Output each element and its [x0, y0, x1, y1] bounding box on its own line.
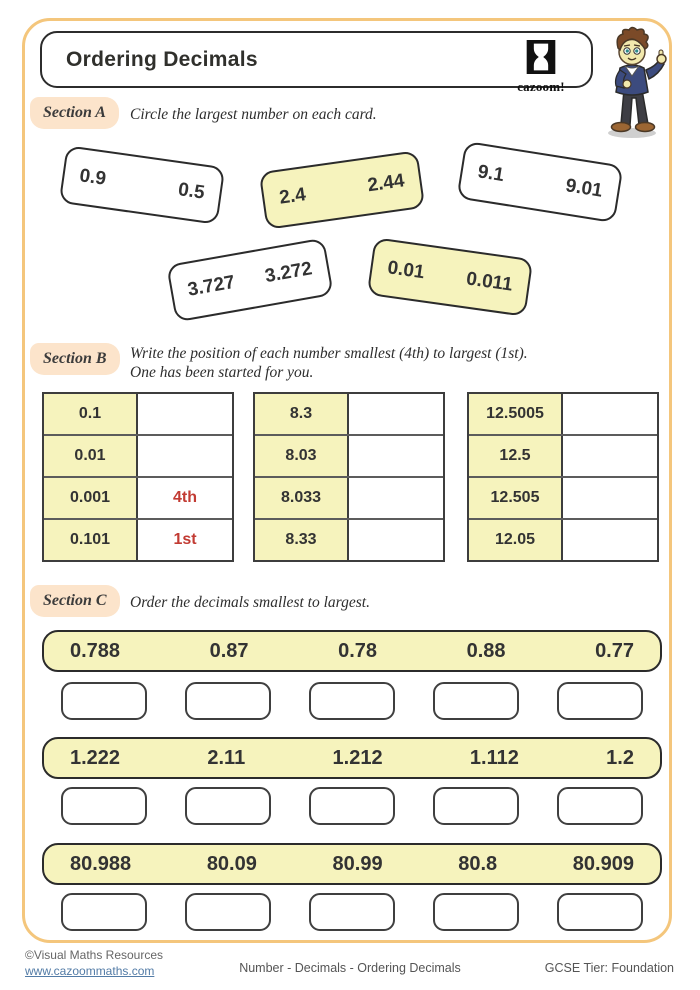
section-b-instruction-line1: Write the position of each number smallest (4th) to largest (1st).: [130, 345, 528, 362]
table-row: [469, 394, 657, 434]
decimal-strip: [42, 843, 662, 885]
answer-cell[interactable]: 1st: [173, 531, 197, 548]
strip-number: 0.78: [338, 639, 378, 662]
number-cell: 8.03: [255, 436, 349, 476]
answer-cell[interactable]: [138, 394, 232, 434]
footer-topic-text: Number - Decimals - Ordering Decimals: [239, 961, 461, 975]
answer-cell[interactable]: [349, 478, 443, 518]
section-b-label: Section B: [30, 343, 120, 375]
table-row: [44, 394, 232, 434]
number-cell: 0.001: [44, 478, 138, 518]
strip-number: 80.99: [332, 852, 383, 875]
number-cell: 12.5: [469, 436, 563, 476]
answer-box-row: [42, 787, 662, 825]
answer-cell[interactable]: [349, 394, 443, 434]
strip-number: 1.212: [332, 746, 383, 769]
footer-tier-text: GCSE Tier: Foundation: [544, 961, 674, 975]
answer-box[interactable]: [185, 893, 271, 931]
answer-box[interactable]: [309, 893, 395, 931]
strip-number: 80.988: [70, 852, 132, 875]
answer-box[interactable]: [61, 787, 147, 825]
header-box: [40, 31, 593, 94]
answer-cell[interactable]: 4th: [173, 489, 197, 506]
position-table: [42, 392, 234, 562]
cazoom-brand-text: cazoom!: [517, 79, 565, 94]
card-number[interactable]: 3.727: [186, 271, 237, 301]
number-cell: 0.101: [44, 520, 138, 560]
section-a-instruction: Circle the largest number on each card.: [130, 106, 377, 123]
strip-number: 1.2: [606, 746, 634, 769]
card-number[interactable]: 9.1: [476, 161, 506, 187]
section-c-label: Section C: [30, 585, 120, 617]
answer-cell[interactable]: [349, 436, 443, 476]
number-cell: 12.505: [469, 478, 563, 518]
table-row: [469, 434, 657, 476]
number-cell: 12.5005: [469, 394, 563, 434]
strip-number: 80.8: [458, 852, 498, 875]
answer-cell[interactable]: [138, 436, 232, 476]
table-row: [255, 394, 443, 434]
answer-box[interactable]: [433, 787, 519, 825]
strip-number: 80.909: [572, 852, 634, 875]
card-number[interactable]: 0.9: [78, 165, 108, 190]
table-row: [255, 518, 443, 560]
number-cell: 8.3: [255, 394, 349, 434]
decimal-strip: [42, 737, 662, 779]
answer-box[interactable]: [185, 787, 271, 825]
card-number[interactable]: 0.01: [386, 257, 426, 284]
position-table: [253, 392, 445, 562]
answer-cell[interactable]: [563, 394, 657, 434]
answer-cell[interactable]: [563, 478, 657, 518]
strip-number: 2.11: [207, 746, 246, 769]
number-cell: 12.05: [469, 520, 563, 560]
strip-number: 1.112: [469, 746, 519, 769]
answer-cell[interactable]: [563, 520, 657, 560]
strip-number: 0.788: [70, 639, 121, 662]
card-number[interactable]: 2.4: [278, 184, 308, 209]
strip-number: 80.09: [206, 852, 257, 875]
table-row: [44, 518, 232, 560]
decimal-strip: [42, 630, 662, 672]
card-number[interactable]: 3.272: [263, 258, 314, 288]
table-row: [469, 476, 657, 518]
section-b-instruction: [130, 344, 528, 382]
strip-number: 0.77: [595, 639, 634, 662]
answer-box[interactable]: [433, 893, 519, 931]
answer-box[interactable]: [557, 787, 643, 825]
page-title: Ordering Decimals: [66, 48, 258, 71]
card-number[interactable]: 9.01: [564, 175, 604, 202]
table-row: [469, 518, 657, 560]
position-table: [467, 392, 659, 562]
answer-box[interactable]: [433, 682, 519, 720]
strip-number: 1.222: [70, 746, 121, 769]
section-c-instruction: Order the decimals smallest to largest.: [130, 594, 370, 611]
answer-cell[interactable]: [563, 436, 657, 476]
answer-box-row: [42, 682, 662, 720]
answer-box[interactable]: [557, 893, 643, 931]
answer-box[interactable]: [61, 682, 147, 720]
table-row: [255, 476, 443, 518]
section-a-label: Section A: [30, 97, 119, 129]
number-cell: 8.33: [255, 520, 349, 560]
answer-box[interactable]: [309, 787, 395, 825]
section-b-instruction-line2: One has been started for you.: [130, 364, 314, 381]
card-number[interactable]: 0.011: [464, 268, 514, 296]
number-cell: 0.1: [44, 394, 138, 434]
card-number[interactable]: 0.5: [176, 179, 206, 204]
answer-box[interactable]: [185, 682, 271, 720]
answer-box[interactable]: [61, 893, 147, 931]
boy-mascot-illustration: [594, 26, 670, 145]
answer-box[interactable]: [309, 682, 395, 720]
answer-cell[interactable]: [349, 520, 443, 560]
table-row: [255, 434, 443, 476]
cazoom-logo: [505, 40, 577, 95]
answer-box-row: [42, 893, 662, 931]
number-cell: 8.033: [255, 478, 349, 518]
answer-box[interactable]: [557, 682, 643, 720]
number-cell: 0.01: [44, 436, 138, 476]
table-row: [44, 434, 232, 476]
card-number[interactable]: 2.44: [366, 170, 406, 197]
hourglass-icon: [526, 61, 556, 78]
strip-number: 0.88: [466, 639, 506, 662]
footer-website-link[interactable]: www.cazoommaths.com: [25, 964, 155, 978]
table-row: [44, 476, 232, 518]
footer-copyright: ©Visual Maths Resources: [25, 948, 164, 962]
strip-number: 0.87: [209, 639, 249, 662]
